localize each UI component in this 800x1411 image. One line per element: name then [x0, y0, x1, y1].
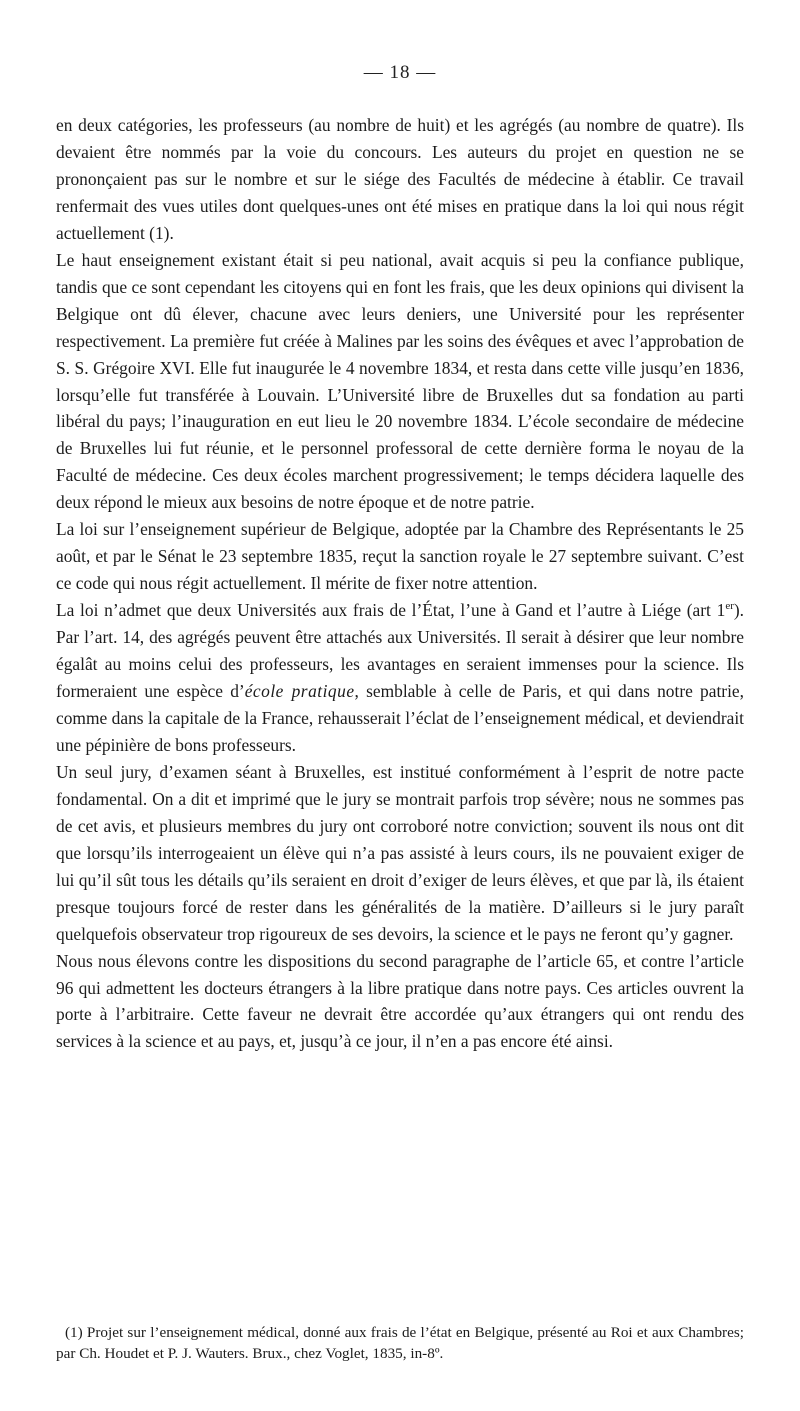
paragraph-foreign-doctors: Nous nous élevons contre les dispositions du second paragraphe de l’article 65, et contre l’article 96 qui admettent les docteurs étrangers à la libre pratique dans notre pays. Ces articles ouvrent la porte à l’arbitraire. Cette faveur ne devrait être accordée qu’aux étrangers qui ont rendu des services à la science et au pays, et, jusqu’à ce jour, il n’en a pas encore été ainsi.	[56, 950, 744, 1052]
superscript-er: er	[725, 600, 734, 613]
paragraph-agreges-part-2: ). Par l’art. 14, des agrégés peuvent être attachés aux Universités. Il serait à désirer que leur nombre égalât au moins celui des professeurs, les avantages en seraient immenses pour la science. Ils formeraient une espèce d’	[56, 600, 744, 702]
paragraph-universities: Le haut enseignement existant était si peu national, avait acquis si peu la confiance publique, tandis que ce sont cependant les citoyens qui en font les frais, que les deux opinions qui divisent la Belgique ont dû élever, chacune avec leurs deniers, une Université pour les représenter respectivement. La première fut créée à Malines par les soins des évêques et avec l’approbation de S. S. Grégoire XVI. Elle fut inaugurée le 4 novembre 1834, et resta dans cette ville jusqu’en 1836, lorsqu’elle fut transférée à Louvain. L’Université libre de Bruxelles dut sa fondation au parti libéral du pays; l’inauguration en eut lieu le 20 novembre 1834. L’école secondaire de médecine de Bruxelles lui fut réunie, et le personnel professoral de cette dernière forma le noyau de la Faculté de médecine. Ces deux écoles marchent progressivement; le temps décidera laquelle des deux répond le mieux aux besoins de notre époque et de notre patrie.	[56, 249, 744, 513]
paragraph-agreges-part-1: La loi n’admet que deux Universités aux frais de l’État, l’une à Gand et l’autre à Liége (art 1	[56, 600, 726, 621]
paragraph-agreges-part-3: , semblable à celle de Paris, et qui dans notre patrie, comme dans la capitale de la France, rehausserait l’éclat de l’enseignement médical, et deviendrait une pépinière de bons professeurs.	[56, 681, 744, 755]
paragraph-categories: en deux catégories, les professeurs (au nombre de huit) et les agrégés (au nombre de quatre). Ils devaient être nommés par la voie du concours. Les auteurs du projet en question ne se prononçaient pas sur le nombre et sur le siége des Facultés de médecine à établir. Ce travail renfermait des vues utiles dont quelques-unes ont été mises en pratique dans la loi qui nous régit actuellement (1).	[56, 115, 744, 243]
footnote	[56, 1322, 744, 1364]
footnote-text: (1) Projet sur l’enseignement médical, donné aux frais de l’état en Belgique, présenté au Roi et aux Chambres; par Ch. Houdet et P. J. Wauters. Brux., chez Voglet, 1835, in-8º.	[56, 1324, 744, 1362]
paragraph-jury: Un seul jury, d’examen séant à Bruxelles, est institué conformément à l’esprit de notre pacte fondamental. On a dit et imprimé que le jury se montrait parfois trop sévère; nous ne sommes pas de cet avis, et plusieurs membres du jury ont corroboré notre conviction; souvent ils nous ont dit que lorsqu’ils interrogeaient un élève qui n’a pas assisté à leurs cours, ils ne pouvaient exiger de lui qu’il sût tous les détails qu’ils seraient en droit d’exiger de leurs élèves, et que par là, ils étaient presque toujours forcé de rester dans les généralités de la matière. D’ailleurs si le jury paraît quelquefois observateur trop rigoureux de ses devoirs, la science et le pays ne feront qu’y gagner.	[56, 761, 744, 944]
italic-ecole-pratique: école pratique	[244, 681, 355, 702]
paragraph-agreges	[56, 597, 744, 759]
body-text	[56, 112, 744, 1055]
paragraph-law: La loi sur l’enseignement supérieur de Belgique, adoptée par la Chambre des Représentants le 25 août, et par le Sénat le 23 septembre 1835, reçut la sanction royale le 27 septembre suivant. C’est ce code qui nous régit actuellement. Il mérite de fixer notre attention.	[56, 519, 744, 594]
page-number: — 18 —	[363, 62, 437, 83]
